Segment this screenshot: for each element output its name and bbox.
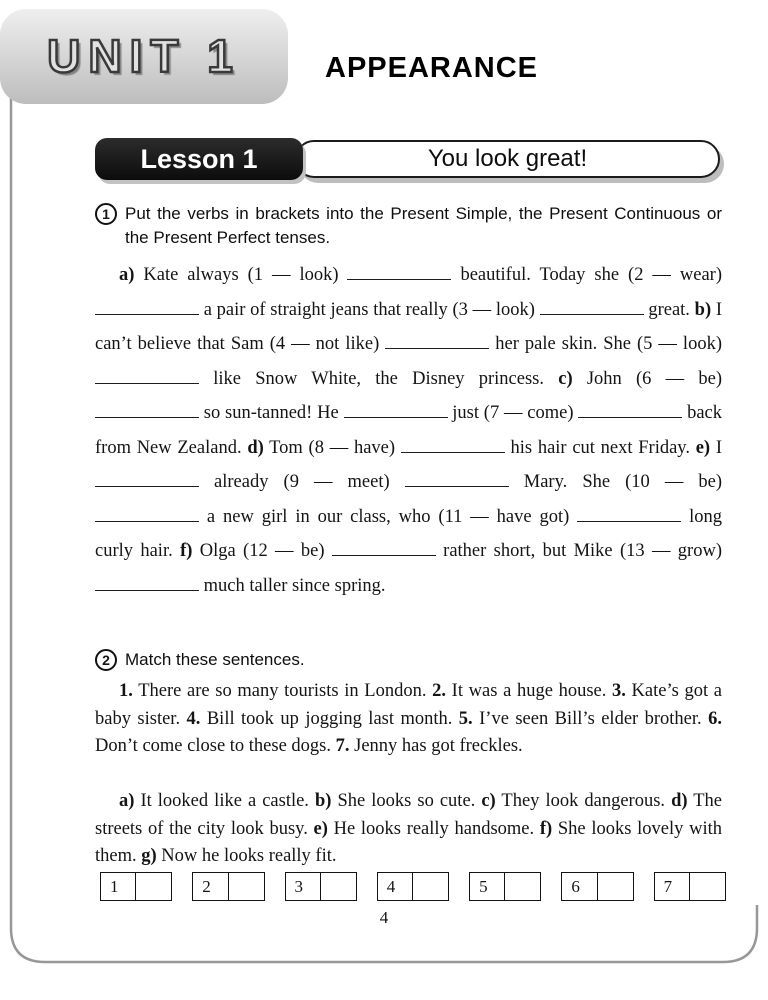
text-run: like Snow White, the Disney princess.: [199, 368, 559, 389]
text-run: her pale skin. She (5 — look): [489, 334, 722, 354]
page-title: APPEARANCE: [325, 52, 539, 84]
text-run: Olga (12 — be): [192, 541, 332, 561]
text-run: a new girl in our class, who (11 — have got): [199, 506, 578, 527]
item-marker: d): [247, 437, 264, 458]
item-marker: 4.: [186, 708, 201, 729]
answer-box-pair: [561, 872, 633, 901]
answer-box-input: [320, 872, 357, 901]
answer-box-pair: [469, 872, 541, 901]
text-run: Don’t come close to these dogs.: [95, 736, 336, 756]
answer-blank: [95, 368, 199, 384]
text-run: a pair of straight jeans that really (3 — look): [199, 299, 540, 320]
item-marker: b): [694, 299, 712, 320]
answer-box-input: [135, 872, 172, 901]
answer-blank: [347, 264, 451, 280]
item-marker: a): [119, 791, 135, 811]
text-run: I’ve seen Bill’s elder brother.: [472, 708, 709, 729]
answer-blank: [95, 471, 199, 487]
answer-blank: [95, 402, 199, 418]
text-run: long curly hair.: [95, 506, 723, 561]
item-marker: 1.: [119, 681, 133, 701]
item-marker: 2.: [432, 681, 447, 701]
text-run: It was a huge house.: [446, 681, 613, 701]
answer-box-pair: [654, 872, 726, 901]
text-run: Jenny has got freckles.: [349, 736, 523, 756]
unit-tab: [0, 8, 288, 104]
text-run: rather short, but Mike (13 — grow): [435, 541, 722, 561]
answer-box-input: [597, 872, 634, 901]
exercise2-sentences: [95, 678, 722, 761]
answer-blank: [95, 299, 199, 315]
answer-blank: [344, 402, 448, 418]
text-run: She looks so cute.: [331, 791, 482, 811]
answer-blank: [95, 506, 199, 522]
lesson-label-box: [95, 138, 303, 180]
answer-box-number: 7: [654, 872, 691, 901]
exercise2-instruction: Match these sentences.: [125, 650, 305, 669]
text-run: Tom (8 — have): [263, 437, 401, 458]
lesson-topic-pill: [295, 140, 720, 178]
answer-box-number: 4: [377, 872, 414, 901]
text-run: so sun-tanned! He: [199, 403, 344, 423]
text-run: great.: [643, 299, 695, 320]
answer-blank: [332, 540, 436, 556]
exercise1-body: [95, 258, 722, 603]
exercise2-options: [95, 788, 722, 871]
text-run: He looks really handsome.: [327, 818, 540, 839]
text-run: Bill took up jogging last month.: [200, 708, 459, 729]
answer-box-pair: [377, 872, 449, 901]
text-run: Mary. She (10 — be): [508, 472, 722, 492]
answer-boxes-row: [100, 872, 726, 901]
answer-blank: [405, 471, 509, 487]
text-run: just (7 — come): [447, 403, 579, 423]
item-marker: g): [141, 846, 157, 866]
exercise1-header: [95, 202, 722, 250]
answer-box-number: 1: [100, 872, 137, 901]
text-run: There are so many tourists in London.: [132, 681, 433, 701]
item-marker: c): [558, 368, 573, 389]
item-marker: f): [180, 541, 193, 561]
answer-blank: [540, 299, 644, 315]
answer-blank: [385, 333, 489, 349]
answer-blank: [95, 575, 199, 591]
answer-box-input: [412, 872, 449, 901]
answer-box-number: 5: [469, 872, 506, 901]
answer-blank: [401, 437, 505, 453]
answer-box-input: [228, 872, 265, 901]
lesson-bar: [95, 138, 720, 180]
item-marker: a): [119, 265, 135, 285]
text-run: I: [710, 437, 722, 458]
text-run: Kate always (1 — look): [134, 265, 348, 285]
item-marker: e): [313, 818, 328, 839]
text-run: Kate’s got a baby sister.: [95, 681, 722, 729]
unit-label: UNIT 1: [47, 30, 241, 82]
text-run: his hair cut next Friday.: [504, 437, 696, 458]
text-run: It looked like a castle.: [134, 791, 315, 811]
text-run: They look dangerous.: [495, 791, 672, 811]
item-marker: e): [695, 437, 711, 458]
text-run: The streets of the city look busy.: [95, 791, 722, 839]
text-run: She looks lovely with them.: [95, 818, 722, 866]
answer-box-number: 6: [561, 872, 598, 901]
exercise1-number-badge: 1: [95, 203, 117, 225]
answer-box-number: 3: [285, 872, 322, 901]
text-run: Now he looks really fit.: [156, 846, 337, 866]
page-number: 4: [379, 908, 389, 927]
text-run: much taller since spring.: [199, 575, 386, 596]
lesson-topic: You look great!: [427, 145, 588, 172]
item-marker: d): [671, 791, 688, 811]
answer-blank: [577, 506, 681, 522]
answer-box-pair: [285, 872, 357, 901]
item-marker: 3.: [612, 681, 626, 701]
item-marker: 7.: [335, 736, 350, 756]
answer-box-input: [689, 872, 726, 901]
lesson-label: Lesson 1: [140, 143, 258, 174]
text-run: John (6 — be): [572, 368, 722, 389]
exercise2-number-badge: 2: [95, 649, 117, 671]
text-run: beautiful. Today she (2 — wear): [451, 265, 722, 285]
text-run: I can’t believe that Sam (4 — not like): [95, 299, 722, 354]
exercise2-header: [95, 648, 722, 672]
text-run: back from New Zealand.: [95, 403, 722, 458]
exercise1-instruction: Put the verbs in brackets into the Present Simple, the Present Continuous or the Present Perfect tenses.: [125, 204, 722, 247]
answer-box-number: 2: [192, 872, 229, 901]
item-marker: f): [539, 818, 553, 839]
item-marker: 5.: [458, 708, 473, 729]
text-run: already (9 — meet): [199, 472, 405, 492]
item-marker: c): [481, 791, 496, 811]
item-marker: 6.: [708, 708, 722, 729]
answer-box-input: [504, 872, 541, 901]
answer-box-pair: [192, 872, 264, 901]
item-marker: b): [314, 791, 332, 811]
answer-blank: [578, 402, 682, 418]
answer-box-pair: [100, 872, 172, 901]
